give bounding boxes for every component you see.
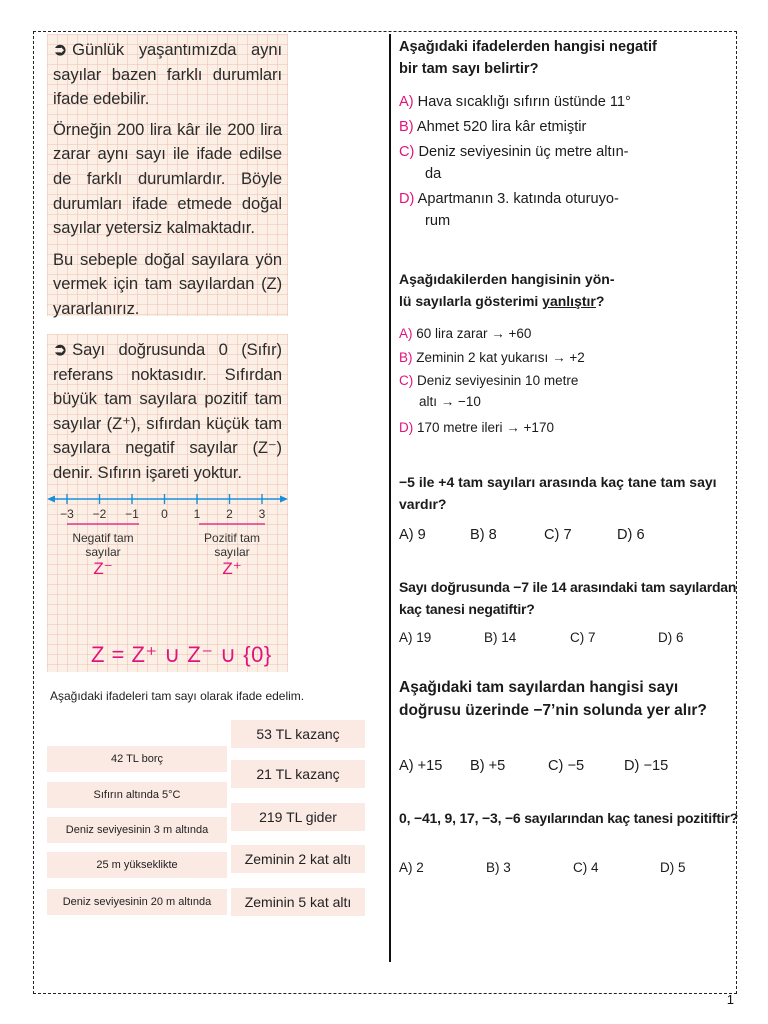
question-1-option-c-cont: da [425,166,442,182]
right-arrowhead-icon [280,496,288,503]
question-4-title: Sayı doğrusunda −7 ile 14 arasındaki tam sayılardan kaç tanesi negatiftir? [399,579,737,617]
question-2-title-line1: Aşağıdakilerden hangisinin yön- [399,271,615,287]
question-6-title: 0, −41, 9, 17, −3, −6 sayılarından kaç tanesi pozitiftir? [399,810,739,826]
question-3-option-d[interactable]: D) 6 [617,527,645,543]
question-2-option-a[interactable]: A) 60 lira zarar → +60 [399,326,532,341]
positive-label-line2: sayılar [214,545,250,559]
exercise-right-item: Zeminin 2 kat altı [231,845,365,873]
question-1-option-c[interactable]: C) Deniz seviyesinin üç metre altın- [399,144,629,160]
arrow-icon: ➲ [53,340,68,359]
exercise-right-item: Zeminin 5 kat altı [231,888,365,916]
positive-symbol: Z⁺ [222,559,242,578]
question-1-option-d-cont: rum [425,213,451,229]
question-6-option-a[interactable]: A) 2 [399,860,424,875]
question-2-option-c-cont: altı → −10 [419,394,481,409]
question-1-title: Aşağıdaki ifadelerden hangisi negatif bir tam sayı belirtir? [399,39,657,77]
question-2-title-line2: lü sayılarla gösterimi yanlıştır? [399,293,605,309]
number-line-tick-label: −1 [125,507,139,521]
question-1-option-b[interactable]: B) Ahmet 520 lira kâr etmiştir [399,119,587,135]
question-3-option-c[interactable]: C) 7 [544,527,572,543]
question-1-options [399,91,737,232]
question-5-option-a[interactable]: A) +15 [399,758,443,774]
question-3 [399,471,719,515]
question-2-option-d[interactable]: D) 170 metre ileri → +170 [399,420,554,435]
question-1-option-d[interactable]: D) Apartmanın 3. katında oturuyo- [399,191,619,207]
number-line-svg [47,494,288,586]
question-2-options [399,322,737,440]
exercise-left-item: Sıfırın altında 5°C [47,782,227,808]
info-box-integers-intro [47,34,288,316]
question-5-option-b[interactable]: B) +5 [470,758,506,774]
negative-symbol: Z⁻ [93,559,113,578]
question-6 [399,807,739,829]
question-2-option-c[interactable]: C) Deniz seviyesinin 10 metre [399,373,579,388]
exercise-title: Aşağıdaki ifadeleri tam sayı olarak ifade edelim. [50,689,305,703]
number-line-tick-labels [60,507,266,521]
question-6-option-b[interactable]: B) 3 [486,860,511,875]
question-3-title: −5 ile +4 tam sayıları arasında kaç tane tam sayı vardır? [399,474,717,512]
exercise-left-item: Deniz seviyesinin 20 m altında [47,889,227,915]
exercise-right-item: 219 TL gider [231,803,365,831]
exercise-left-item: Deniz seviyesinin 3 m altında [47,817,227,843]
intro-paragraph-3: Bu sebeple doğal sayılara yön vermek için tam sayılardan (Z) yararlanırız. [53,249,282,318]
question-5-option-d[interactable]: D) −15 [624,758,669,774]
intro-paragraph-1: Günlük yaşantımızda aynı sayılar bazen farklı durumları ifade edebilir. [53,40,282,109]
left-arrowhead-icon [47,496,55,503]
exercise-left-item: 42 TL borç [47,746,227,772]
column-divider [389,34,391,962]
question-5 [399,676,719,722]
page-number: 1 [726,992,734,1007]
question-6-option-d[interactable]: D) 5 [660,860,686,875]
question-5-title: Aşağıdaki tam sayılardan hangisi sayı doğrusu üzerinde −7’nin solunda yer alır? [399,679,707,719]
question-4-option-c[interactable]: C) 7 [570,630,596,645]
exercise-right-item: 53 TL kazanç [231,720,365,748]
question-5-option-c[interactable]: C) −5 [548,758,585,774]
integer-set-formula: Z = Z⁺ ∪ Z⁻ ∪ {0} [91,642,272,667]
number-line-tick-label: 2 [226,507,233,521]
number-line-figure [47,494,288,586]
number-line-tick-label: −2 [92,507,107,521]
exercise-left-item: 25 m yükseklikte [47,852,227,878]
exercise-right-item: 21 TL kazanç [231,760,365,788]
question-1 [399,36,657,80]
question-4-option-b[interactable]: B) 14 [484,630,517,645]
question-4-option-d[interactable]: D) 6 [658,630,684,645]
info-box-number-line [47,334,288,672]
question-3-option-a[interactable]: A) 9 [399,527,426,543]
question-2 [399,268,737,312]
negative-label-line1: Negatif tam [72,531,134,545]
arrow-icon: ➲ [53,40,68,59]
question-1-option-a[interactable]: A) Hava sıcaklığı sıfırın üstünde 11° [399,94,631,110]
negative-label-line2: sayılar [85,545,121,559]
number-line-tick-label: 1 [193,507,201,521]
question-2-option-b[interactable]: B) Zeminin 2 kat yukarısı → +2 [399,350,585,365]
number-line-tick-label: −3 [60,507,74,521]
question-6-option-c[interactable]: C) 4 [573,860,599,875]
question-4 [399,576,739,620]
intro-paragraph-2: Örneğin 200 lira kâr ile 200 lira zarar aynı sayı ile ifade edilse de farklı durumlardır. Böyle durumları ifade etmede doğal sayılar yetersiz kalmaktadır. [53,119,282,238]
number-line-paragraph: Sayı doğrusunda 0 (Sıfır) referans noktasıdır. Sıfırdan büyük tam sayılara pozitif tam sayılar (Z⁺), sıfırdan küçük tam sayılara negatif sayılar (Z⁻) denir. Sıfırın işareti yoktur. [53,340,282,482]
number-line-tick-label: 0 [161,507,168,521]
number-line-tick-label: 3 [258,507,266,521]
question-4-option-a[interactable]: A) 19 [399,630,432,645]
positive-label-line1: Pozitif tam [203,531,261,545]
question-3-option-b[interactable]: B) 8 [470,527,497,543]
